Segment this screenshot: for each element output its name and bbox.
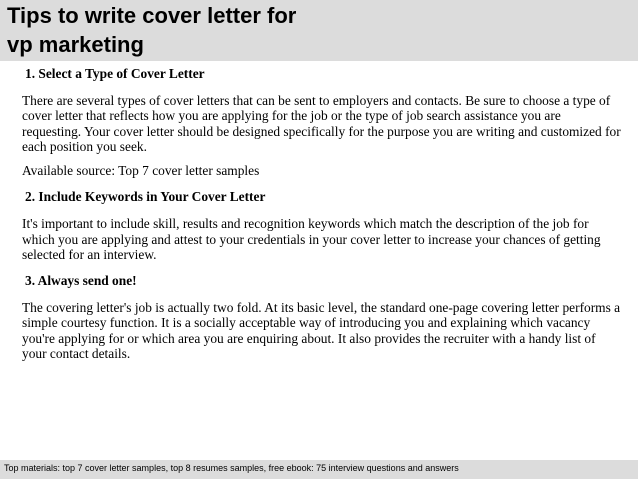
page-title-line-1: Tips to write cover letter for bbox=[7, 3, 297, 28]
section-3-heading: 3. Always send one! bbox=[25, 273, 137, 289]
section-3-body: The covering letter's job is actually two fold. At its basic level, the standard one-page covering letter performs a simple courtesy function. It is a socially acceptable way of introducing you and explaining which vacancy you're applying for or which area you are enquiring about. It also provides the recruiter with a handy list of your contact details. bbox=[22, 300, 621, 361]
section-2-heading: 2. Include Keywords in Your Cover Letter bbox=[25, 189, 266, 205]
title-bar bbox=[0, 0, 638, 61]
footer-bar bbox=[0, 460, 638, 479]
slide-content bbox=[22, 66, 622, 361]
footer-text: Top materials: top 7 cover letter samples, top 8 resumes samples, free ebook: 75 interview questions and answers bbox=[4, 463, 459, 473]
section-1-body: There are several types of cover letters that can be sent to employers and contacts. Be sure to choose a type of cover letter that reflects how you are applying for the job or the type of job search assistance you are requesting. Your cover letter should be designed specifically for the purpose you are writing and customized for each position you seek. bbox=[22, 93, 621, 154]
section-1-source: Available source: Top 7 cover letter samples bbox=[22, 163, 260, 179]
section-2-body: It's important to include skill, results and recognition keywords which match the description of the job for which you are applying and attest to your credentials in your cover letter to increase your chances of getting selected for an interview. bbox=[22, 216, 601, 262]
page-title-line-2: vp marketing bbox=[7, 32, 144, 57]
section-1-heading: 1. Select a Type of Cover Letter bbox=[25, 66, 205, 81]
page-title bbox=[7, 1, 296, 59]
